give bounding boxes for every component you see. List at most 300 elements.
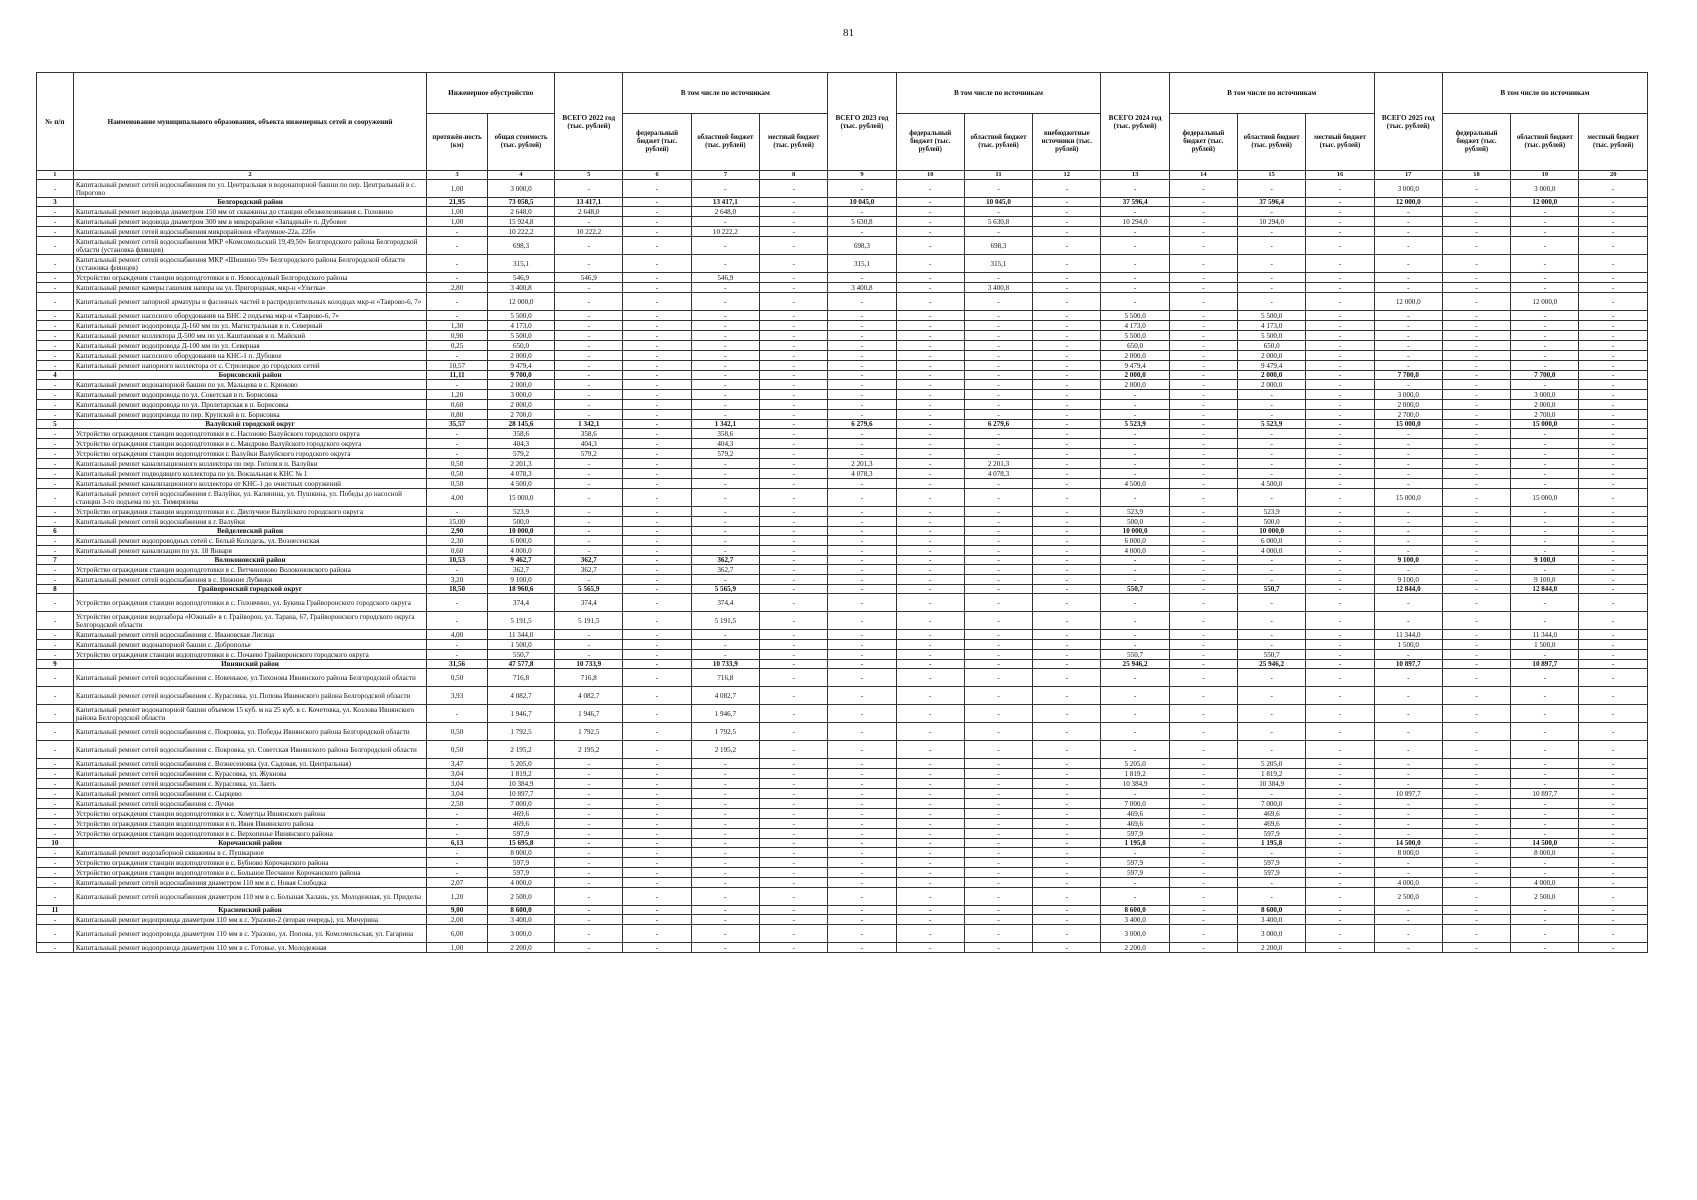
row-index: -: [37, 799, 74, 809]
cell-value: -: [555, 469, 623, 479]
cell-value: -: [1442, 380, 1510, 390]
cell-value: -: [1238, 429, 1306, 439]
cell-value: -: [1374, 283, 1442, 293]
cell-value: 6 000,0: [1101, 536, 1169, 546]
cell-value: -: [1033, 410, 1101, 420]
cell-value: -: [555, 799, 623, 809]
cell-value: -: [1442, 799, 1510, 809]
cell-value: -: [555, 575, 623, 585]
cell-value: -: [1442, 237, 1510, 255]
cell-value: -: [1579, 660, 1648, 669]
cell-value: 3 400,8: [828, 283, 896, 293]
cell-value: -: [427, 829, 488, 839]
cell-value: -: [1306, 546, 1374, 556]
cell-value: 469,6: [1101, 809, 1169, 819]
cell-value: -: [759, 255, 827, 273]
cell-value: -: [828, 687, 896, 705]
cell-value: -: [759, 687, 827, 705]
cell-value: -: [1579, 906, 1648, 915]
cell-value: -: [1033, 829, 1101, 839]
cell-value: -: [1579, 799, 1648, 809]
cell-value: -: [1238, 207, 1306, 217]
cell-value: -: [896, 180, 964, 198]
cell-value: -: [1579, 479, 1648, 489]
row-index: -: [37, 449, 74, 459]
cell-value: -: [1306, 640, 1374, 650]
cell-value: -: [1442, 536, 1510, 546]
cell-value: 10 222,2: [555, 227, 623, 237]
cell-value: -: [555, 479, 623, 489]
cell-value: -: [828, 839, 896, 848]
cell-value: -: [1101, 283, 1169, 293]
table-row: [37, 878, 1648, 888]
cell-value: -: [759, 640, 827, 650]
cell-value: -: [555, 630, 623, 640]
cell-value: -: [964, 915, 1032, 925]
cell-value: -: [1579, 809, 1648, 819]
cell-value: -: [555, 925, 623, 943]
table-row: [37, 630, 1648, 640]
cell-value: 1 500,0: [487, 640, 554, 650]
cell-value: 1 946,7: [691, 705, 759, 723]
cell-value: -: [1169, 565, 1237, 575]
cell-value: -: [828, 180, 896, 198]
cell-value: 358,6: [691, 429, 759, 439]
cell-value: 5 500,0: [1238, 311, 1306, 321]
district-row: [37, 527, 1648, 536]
cell-value: -: [1033, 741, 1101, 759]
cell-value: 10 222,2: [487, 227, 554, 237]
cell-value: -: [555, 640, 623, 650]
cell-value: -: [1306, 741, 1374, 759]
cell-value: -: [555, 789, 623, 799]
header-fed-2022: федеральный бюджет (тыс. рублей): [623, 114, 691, 171]
cell-value: -: [555, 829, 623, 839]
cell-value: -: [623, 594, 691, 612]
cell-value: 1 819,2: [1238, 769, 1306, 779]
cell-value: -: [1442, 943, 1510, 953]
cell-value: -: [964, 630, 1032, 640]
cell-value: -: [759, 273, 827, 283]
cell-value: -: [1306, 227, 1374, 237]
cell-value: -: [1374, 799, 1442, 809]
cell-value: -: [1579, 829, 1648, 839]
cell-value: 550,7: [1101, 585, 1169, 594]
table-row: [37, 925, 1648, 943]
row-index: -: [37, 341, 74, 351]
cell-value: 4 000,0: [1374, 878, 1442, 888]
table-row: [37, 769, 1648, 779]
cell-value: -: [623, 371, 691, 380]
cell-value: -: [427, 273, 488, 283]
cell-value: -: [759, 546, 827, 556]
cell-value: 362,7: [691, 556, 759, 565]
cell-value: -: [691, 779, 759, 789]
cell-value: 5 205,0: [1101, 759, 1169, 769]
cell-value: -: [759, 906, 827, 915]
cell-value: -: [555, 517, 623, 527]
table-row: [37, 546, 1648, 556]
cell-value: -: [691, 915, 759, 925]
cell-value: -: [691, 809, 759, 819]
cell-value: -: [759, 799, 827, 809]
cell-value: -: [691, 180, 759, 198]
cell-value: -: [1033, 439, 1101, 449]
cell-value: -: [1306, 489, 1374, 507]
cell-value: -: [1511, 517, 1579, 527]
cell-value: -: [1306, 198, 1374, 207]
row-index: -: [37, 687, 74, 705]
cell-value: 0,60: [427, 400, 488, 410]
cell-value: -: [1579, 878, 1648, 888]
object-name: Капитальный ремонт запорной арматуры и фасонных частей в распределительных колодцах мкр-н «Таврово-6, 7»: [73, 293, 426, 311]
cell-value: -: [623, 207, 691, 217]
cell-value: -: [759, 293, 827, 311]
cell-value: 2,50: [427, 799, 488, 809]
cell-value: 546,9: [487, 273, 554, 283]
cell-value: -: [964, 705, 1032, 723]
cell-value: 3 400,8: [964, 283, 1032, 293]
row-index: -: [37, 829, 74, 839]
cell-value: 2 648,0: [555, 207, 623, 217]
cell-value: -: [896, 546, 964, 556]
cell-value: -: [555, 371, 623, 380]
cell-value: -: [964, 650, 1032, 660]
row-index: -: [37, 410, 74, 420]
cell-value: -: [759, 380, 827, 390]
cell-value: -: [1238, 669, 1306, 687]
object-name: Капитальный ремонт сетей водоснабжения г. Валуйки, ул. Калинина, ул. Пушкина, ул. Победы до насосной станции 3-го подъема по ул. Тимирязева: [73, 489, 426, 507]
cell-value: -: [1579, 439, 1648, 449]
cell-value: 8 600,0: [1238, 906, 1306, 915]
cell-value: 5 523,9: [1101, 420, 1169, 429]
cell-value: 1 500,0: [1511, 640, 1579, 650]
cell-value: -: [1238, 565, 1306, 575]
cell-value: -: [896, 779, 964, 789]
cell-value: -: [1033, 546, 1101, 556]
cell-value: -: [1101, 630, 1169, 640]
cell-value: -: [427, 255, 488, 273]
cell-value: 362,7: [691, 565, 759, 575]
cell-value: 358,6: [555, 429, 623, 439]
cell-value: -: [1306, 321, 1374, 331]
cell-value: -: [623, 507, 691, 517]
cell-value: -: [1169, 198, 1237, 207]
cell-value: -: [1033, 906, 1101, 915]
cell-value: -: [759, 943, 827, 953]
cell-value: -: [1579, 789, 1648, 799]
row-index: 9: [37, 660, 74, 669]
cell-value: -: [1442, 565, 1510, 575]
cell-value: -: [1169, 536, 1237, 546]
cell-value: -: [1306, 439, 1374, 449]
cell-value: 546,9: [555, 273, 623, 283]
cell-value: -: [759, 527, 827, 536]
cell-value: -: [1306, 612, 1374, 630]
row-index: -: [37, 650, 74, 660]
cell-value: 2 648,0: [487, 207, 554, 217]
cell-value: -: [691, 858, 759, 868]
cell-value: 5 523,9: [1238, 420, 1306, 429]
cell-value: 9 479,4: [1101, 361, 1169, 371]
cell-value: 2 000,0: [1511, 400, 1579, 410]
cell-value: -: [1374, 669, 1442, 687]
cell-value: 469,6: [1238, 809, 1306, 819]
table-row: [37, 390, 1648, 400]
cell-value: -: [896, 311, 964, 321]
cell-value: -: [1442, 449, 1510, 459]
cell-value: -: [1033, 536, 1101, 546]
cell-value: 469,6: [1238, 819, 1306, 829]
cell-value: -: [1306, 217, 1374, 227]
cell-value: -: [623, 459, 691, 469]
table-row: [37, 255, 1648, 273]
column-number: 16: [1306, 171, 1374, 180]
cell-value: -: [1374, 439, 1442, 449]
cell-value: 3,04: [427, 769, 488, 779]
cell-value: -: [828, 585, 896, 594]
cell-value: -: [759, 420, 827, 429]
cell-value: -: [828, 517, 896, 527]
cell-value: -: [691, 650, 759, 660]
cell-value: 523,9: [487, 507, 554, 517]
cell-value: 579,2: [555, 449, 623, 459]
cell-value: -: [1101, 400, 1169, 410]
cell-value: -: [1033, 527, 1101, 536]
cell-value: -: [555, 507, 623, 517]
cell-value: -: [759, 858, 827, 868]
column-number: 8: [759, 171, 827, 180]
cell-value: -: [1033, 839, 1101, 848]
cell-value: -: [1306, 789, 1374, 799]
cell-value: 3 400,0: [1101, 915, 1169, 925]
cell-value: -: [1511, 459, 1579, 469]
header-sources-2023: В том числе по источникам: [896, 73, 1101, 114]
cell-value: -: [1374, 723, 1442, 741]
cell-value: -: [691, 759, 759, 769]
cell-value: -: [691, 630, 759, 640]
cell-value: 358,6: [487, 429, 554, 439]
cell-value: -: [964, 429, 1032, 439]
column-number: 20: [1579, 171, 1648, 180]
cell-value: -: [1511, 351, 1579, 361]
cell-value: -: [759, 809, 827, 819]
row-index: -: [37, 915, 74, 925]
cell-value: -: [1579, 341, 1648, 351]
cell-value: -: [1101, 888, 1169, 906]
object-name: Устройство ограждения водозабора «Южный» в г. Грайворон, ул. Тарана, 67, Грайворонского городского округа Белгородской области: [73, 612, 426, 630]
cell-value: -: [1442, 273, 1510, 283]
cell-value: 3 000,0: [1238, 925, 1306, 943]
cell-value: -: [896, 489, 964, 507]
cell-value: -: [1511, 943, 1579, 953]
cell-value: -: [1442, 612, 1510, 630]
cell-value: -: [896, 400, 964, 410]
cell-value: -: [1306, 351, 1374, 361]
table-row: [37, 237, 1648, 255]
cell-value: 14 500,0: [1374, 839, 1442, 848]
cell-value: -: [1579, 180, 1648, 198]
cell-value: -: [623, 839, 691, 848]
cell-value: -: [1101, 687, 1169, 705]
header-loc-2022: местный бюджет (тыс. рублей): [759, 114, 827, 171]
table-row: [37, 449, 1648, 459]
cell-value: 15 000,0: [487, 489, 554, 507]
cell-value: -: [691, 459, 759, 469]
cell-value: 3,04: [427, 779, 488, 789]
cell-value: -: [555, 819, 623, 829]
table-row: [37, 380, 1648, 390]
cell-value: -: [691, 390, 759, 400]
cell-value: 10 733,9: [691, 660, 759, 669]
cell-value: 10 045,0: [828, 198, 896, 207]
cell-value: -: [1306, 839, 1374, 848]
cell-value: -: [1306, 829, 1374, 839]
row-index: -: [37, 390, 74, 400]
cell-value: 2 700,0: [1374, 410, 1442, 420]
cell-value: 579,2: [487, 449, 554, 459]
cell-value: -: [1442, 640, 1510, 650]
cell-value: 0,50: [427, 741, 488, 759]
cell-value: 37 596,4: [1238, 198, 1306, 207]
cell-value: -: [759, 439, 827, 449]
cell-value: -: [1442, 888, 1510, 906]
cell-value: -: [828, 273, 896, 283]
cell-value: -: [555, 351, 623, 361]
row-index: -: [37, 321, 74, 331]
cell-value: -: [828, 612, 896, 630]
cell-value: -: [1442, 556, 1510, 565]
cell-value: -: [1374, 341, 1442, 351]
cell-value: 650,0: [1101, 341, 1169, 351]
cell-value: -: [964, 575, 1032, 585]
cell-value: 11 344,0: [1374, 630, 1442, 640]
cell-value: 650,0: [487, 341, 554, 351]
table-row: [37, 273, 1648, 283]
cell-value: -: [1101, 612, 1169, 630]
cell-value: -: [1579, 705, 1648, 723]
cell-value: -: [1033, 227, 1101, 237]
row-index: -: [37, 943, 74, 953]
table-row: [37, 311, 1648, 321]
cell-value: 1 195,8: [1101, 839, 1169, 848]
cell-value: 1,20: [427, 390, 488, 400]
column-number: 7: [691, 171, 759, 180]
cell-value: 28 145,6: [487, 420, 554, 429]
cell-value: -: [1511, 769, 1579, 779]
cell-value: -: [759, 517, 827, 527]
cell-value: -: [623, 517, 691, 527]
cell-value: -: [1169, 660, 1237, 669]
cell-value: -: [759, 311, 827, 321]
cell-value: -: [1306, 469, 1374, 479]
cell-value: -: [1374, 915, 1442, 925]
cell-value: -: [1442, 915, 1510, 925]
column-number: 5: [555, 171, 623, 180]
cell-value: -: [555, 848, 623, 858]
cell-value: -: [1238, 459, 1306, 469]
cell-value: 2,07: [427, 878, 488, 888]
cell-value: -: [623, 273, 691, 283]
cell-value: -: [1511, 536, 1579, 546]
cell-value: 550,7: [1238, 650, 1306, 660]
cell-value: -: [1169, 237, 1237, 255]
cell-value: 4,00: [427, 489, 488, 507]
cell-value: -: [1033, 809, 1101, 819]
cell-value: -: [623, 255, 691, 273]
cell-value: -: [1374, 217, 1442, 227]
cell-value: 716,8: [691, 669, 759, 687]
cell-value: -: [555, 809, 623, 819]
row-index: -: [37, 227, 74, 237]
cell-value: -: [1101, 741, 1169, 759]
cell-value: -: [1442, 575, 1510, 585]
cell-value: -: [1101, 237, 1169, 255]
cell-value: -: [1374, 868, 1442, 878]
cell-value: -: [828, 650, 896, 660]
cell-value: -: [964, 723, 1032, 741]
cell-value: -: [1442, 390, 1510, 400]
object-name: Капитальный ремонт сетей водоснабжения МКР «Шишино 59» Белгородского района Белгородской области (установка флянцев): [73, 255, 426, 273]
cell-value: -: [1033, 888, 1101, 906]
cell-value: 10 045,0: [964, 198, 1032, 207]
cell-value: -: [555, 361, 623, 371]
cell-value: -: [1511, 321, 1579, 331]
cell-value: 469,6: [487, 819, 554, 829]
cell-value: 25 946,2: [1101, 660, 1169, 669]
cell-value: 550,7: [1101, 650, 1169, 660]
cell-value: -: [1442, 429, 1510, 439]
cell-value: -: [1579, 640, 1648, 650]
cell-value: -: [691, 321, 759, 331]
cell-value: -: [1511, 273, 1579, 283]
page-number: 81: [843, 27, 854, 39]
cell-value: 8 000,0: [1511, 848, 1579, 858]
cell-value: -: [623, 351, 691, 361]
cell-value: 550,7: [1238, 585, 1306, 594]
cell-value: -: [1169, 630, 1237, 640]
cell-value: -: [1579, 237, 1648, 255]
cell-value: -: [555, 311, 623, 321]
cell-value: -: [1169, 380, 1237, 390]
cell-value: -: [691, 839, 759, 848]
cell-value: -: [828, 227, 896, 237]
cell-value: 15 000,0: [1374, 489, 1442, 507]
cell-value: 11,11: [427, 371, 488, 380]
header-reg-2023: областной бюджет (тыс. рублей): [964, 114, 1032, 171]
cell-value: -: [896, 575, 964, 585]
cell-value: 597,9: [1101, 829, 1169, 839]
cell-value: -: [555, 341, 623, 351]
cell-value: -: [555, 769, 623, 779]
cell-value: -: [1511, 705, 1579, 723]
cell-value: -: [623, 410, 691, 420]
cell-value: -: [427, 429, 488, 439]
cell-value: 315,1: [487, 255, 554, 273]
cell-value: 362,7: [555, 565, 623, 575]
cell-value: -: [828, 400, 896, 410]
cell-value: -: [555, 293, 623, 311]
object-name: Капитальный ремонт водозаборной скважины в с. Пушкарное: [73, 848, 426, 858]
cell-value: -: [691, 888, 759, 906]
cell-value: -: [896, 420, 964, 429]
cell-value: -: [1442, 839, 1510, 848]
row-index: -: [37, 293, 74, 311]
cell-value: -: [623, 361, 691, 371]
cell-value: 2 000,0: [1238, 371, 1306, 380]
cell-value: -: [623, 198, 691, 207]
cell-value: -: [427, 351, 488, 361]
